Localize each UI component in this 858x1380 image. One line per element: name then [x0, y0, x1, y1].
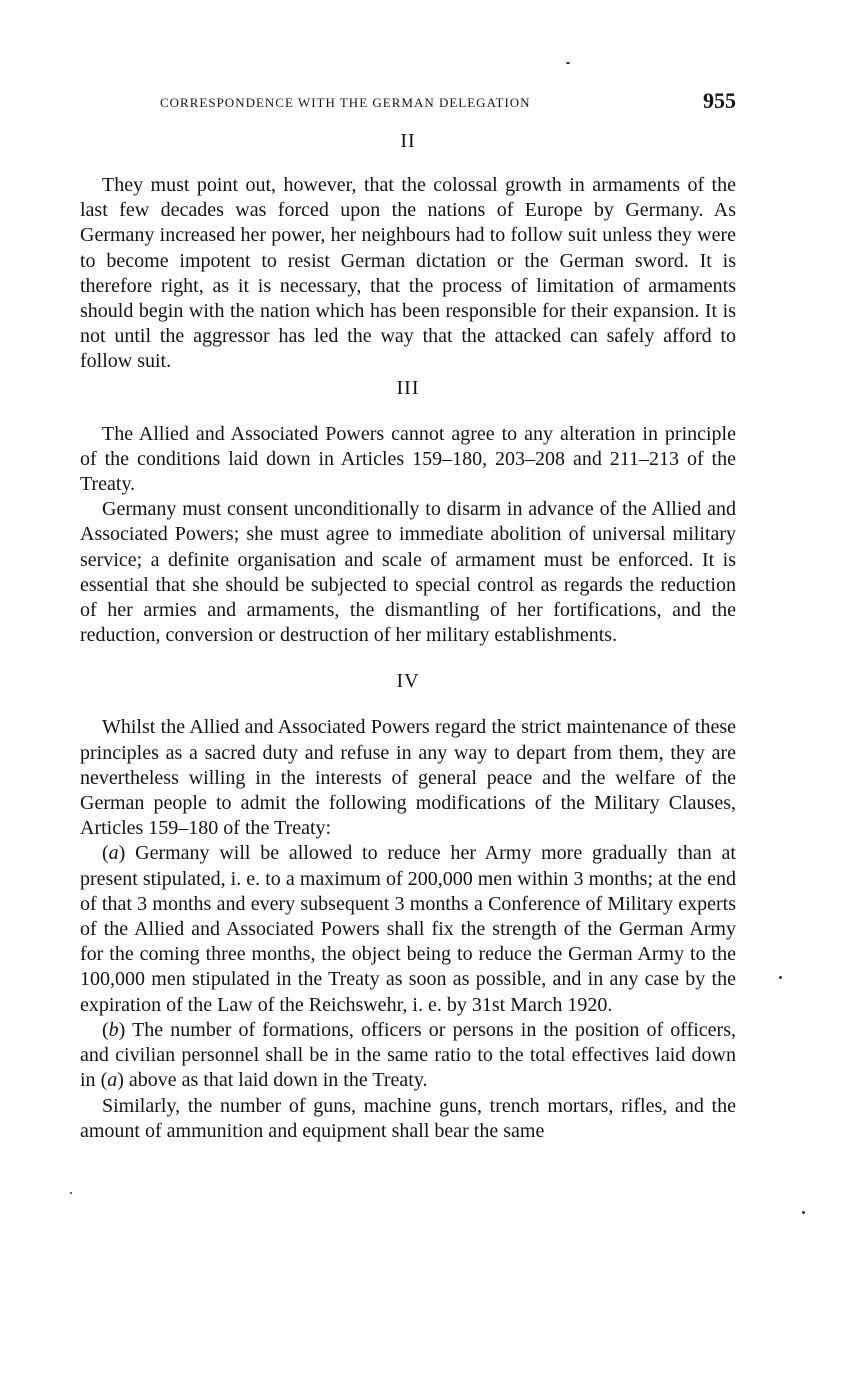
- scan-speck: [802, 1211, 805, 1214]
- scan-speck: [70, 1192, 72, 1194]
- section-ii-paragraph: They must point out, however, that the colossal growth in armaments of the last few decades was forced upon the nations of Europe by Germany. As Germany increased her power, her neighbours had to follow suit unless they were to become impotent to resist German dictation or the German sword. It is therefore right, as it is necessary, that the process of limitation of armaments should begin with the nation which has been responsible for their expansion. It is not until the aggressor has led the way that the attacked can safely afford to follow suit.: [80, 174, 736, 373]
- item-letter: b: [108, 1018, 119, 1041]
- closing-paragraph: Similarly, the number of guns, machine guns, trench mortars, rifles, and the amount of ammunition and equipment shall bear the same: [80, 1094, 736, 1142]
- scan-speck: [779, 976, 782, 979]
- section-heading-ii: II: [400, 130, 416, 152]
- item-letter: a: [107, 1069, 118, 1092]
- running-head-title: CORRESPONDENCE WITH THE GERMAN DELEGATION: [160, 95, 531, 110]
- section-iii-paragraph-2: Germany must consent unconditionally to disarm in advance of the Allied and Associated Powers; she must agree to immediate abolition of universal military service; a definite organisation and scale of armament must be enforced. It is essential that she should be subjected to special control as regards the reduction of her armies and armaments, the dismantling of her fortifications, and the reduction, conversion or destruction of her military establishments.: [80, 498, 736, 647]
- section-heading-iii: III: [396, 376, 420, 399]
- section-iii-paragraph-1: The Allied and Associated Powers cannot agree to any alteration in principle of the conditions laid down in Articles 159–180, 203–208 and 211–213 of the Treaty.: [80, 422, 736, 496]
- page-number: 955: [703, 88, 736, 113]
- running-header: [80, 88, 736, 120]
- item-a-text: Germany will be allowed to reduce her Army more gradually than at present stipulated, i. e. to a maximum of 200,000 men within 3 months; at the end of that 3 months and every subsequent 3 months a Conference of Military experts of the Allied and Associated Powers shall fix the strength of the German Army for the coming three months, the object being to reduce the German Army to the 100,000 men stipulated in the Treaty as soon as possible, and in any case by the expiration of the Law of the Reichswehr, i. e. by 31st March 1920.: [80, 842, 736, 1016]
- item-letter: a: [108, 842, 119, 865]
- item-a-label: (a): [102, 842, 126, 865]
- document-page: [80, 88, 736, 1144]
- item-b-reference: (a): [100, 1069, 124, 1092]
- item-b-text-after: above as that laid down in the Treaty.: [123, 1069, 428, 1092]
- item-a-paragraph: [80, 841, 736, 1017]
- section-heading-iv: IV: [396, 670, 420, 693]
- scan-speck: [566, 62, 570, 64]
- item-b-text-before: The number of formations, officers or persons in the position of officers, and civilian personnel shall be in the same ratio to the total effectives laid down in: [80, 1018, 736, 1092]
- item-b-label: (b): [102, 1018, 126, 1041]
- item-b-paragraph: [80, 1018, 736, 1094]
- section-iv-paragraph-1: Whilst the Allied and Associated Powers regard the strict maintenance of these principles as a sacred duty and refuse in any way to depart from them, they are nevertheless willing in the interests of general peace and the welfare of the German people to admit the following modifications of the Military Clauses, Articles 159–180 of the Treaty:: [80, 716, 736, 840]
